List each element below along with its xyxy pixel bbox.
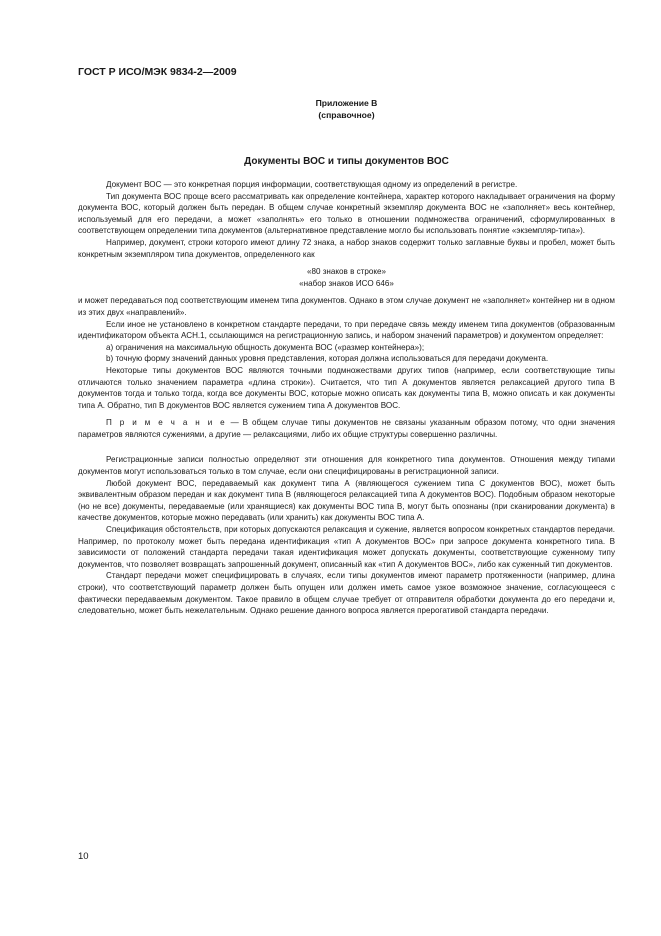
example-line: «набор знаков ИСО 646» — [299, 278, 394, 288]
paragraph: Документ ВОС — это конкретная порция информации, соответствующая одному из определений в регистре. — [106, 180, 518, 189]
annex-heading — [0, 98, 661, 121]
list-item: b) точную форму значений данных уровня представления, которая должна использоваться для передачи документа. — [106, 354, 549, 364]
note-text: — В общем случае типы документов не связаны указанным образом потому, что одни значения параметров являются сужениями, а другие — релаксациями, либо их общие структуры совершенно различны. — [78, 418, 615, 439]
document-body — [78, 179, 615, 617]
note-label: П р и м е ч а н и е — [106, 418, 227, 428]
paragraph: Тип документа ВОС проще всего рассматривать как определение контейнера, характер которого накладывает ограничения на форму документа ВОС, который должен быть передан. В общем случае конкретный экземпляр документа ВОС не «заполняет» весь контейнер, используемый для его передачи, а может «заполнять» его только в отношении подмножества ограничений, сформулированных в соответствующем определении типа документов (альтернативное представление могло бы использовать понятие «экземпляр-типа»). — [78, 191, 615, 236]
paragraph: Стандарт передачи может специфицировать в случаях, если типы документов имеют параметр протяженности (например, длина строки), что соответствующий параметр должен быть опущен или должен иметь самое узкое возможное значение, согласующееся с фактически передаваемым документом. Такое правило в общем случае требует от отправителя обработки документа до его передачи и, следовательно, может быть нежелательным. Однако решение данного вопроса является прерогативой стандарта передачи. — [78, 571, 615, 616]
annex-title: Приложение В — [315, 98, 378, 108]
paragraph: Спецификация обстоятельств, при которых допускаются релаксация и сужение, является вопросом конкретных стандартов передачи. Например, по протоколу может быть передана идентификация «тип А документов ВОС» при запросе документа конкретного типа. В зависимости от положений стандарта передачи такая идентификация может допускать документы, соответствующие суженному типу документов, что позволяет возвращать запрошенный документ, описанный как «тип А документов ВОС», либо как суженный тип документов. — [78, 525, 615, 569]
page-number: 10 — [78, 851, 89, 862]
list-item: a) ограничения на максимальную общность документа ВОС («размер контейнера»); — [106, 342, 425, 352]
paragraph: Если иное не установлено в конкретном стандарте передачи, то при передаче связь между именем типа документов (образованным идентификатором объекта АСН.1, ссылающимся на регистрационную запись, и набором значений параметров) и документом определяет: — [78, 319, 615, 341]
paragraph: Регистрационные записи полностью определяют эти отношения для конкретного типа документов. Отношения между типами документов могут использоваться только в том случае, если они специфицированы в регистрационной записи. — [78, 455, 615, 477]
paragraph: Например, документ, строки которого имеют длину 72 знака, а набор знаков содержит только заглавные буквы и пробел, может быть конкретным экземпляром типа документов, определенного как — [78, 237, 615, 259]
document-header: ГОСТ Р ИСО/МЭК 9834-2—2009 — [78, 66, 237, 78]
paragraph: и может передаваться под соответствующим именем типа документов. Однако в этом случае документ не «заполняет» контейнер ни в одном из этих двух «направлений». — [78, 296, 615, 317]
section-title: Документы ВОС и типы документов ВОС — [244, 156, 449, 167]
annex-subtitle: (справочное) — [318, 109, 375, 120]
paragraph: Некоторые типы документов ВОС являются точными подмножествами других типов (например, если соответствующие типы отличаются только значением параметра «длина строки»). Считается, что тип А документов является релаксацией другого типа В документов тогда и только тогда, когда все документы ВОС, которые можно описать как документы типа В, можно описать и как документы типа А. Обратно, тип В документов ВОС является сужением типа А документов ВОС. — [78, 365, 615, 410]
example-line: «80 знаков в строке» — [306, 267, 387, 277]
paragraph: Любой документ ВОС, передаваемый как документ типа А (являющегося сужением типа С документов ВОС), может быть эквивалентным образом передан и как документ типа В (являющегося релаксацией типа А документов ВОС). Подобным образом некоторые (но не все) документы, передаваемые (или хранящиеся) как документы ВОС типа В, могут быть опознаны (при сканировании документа) в качестве документов, которые можно передавать (или хранить) как документы ВОС типа А. — [78, 478, 615, 523]
note — [78, 417, 615, 440]
